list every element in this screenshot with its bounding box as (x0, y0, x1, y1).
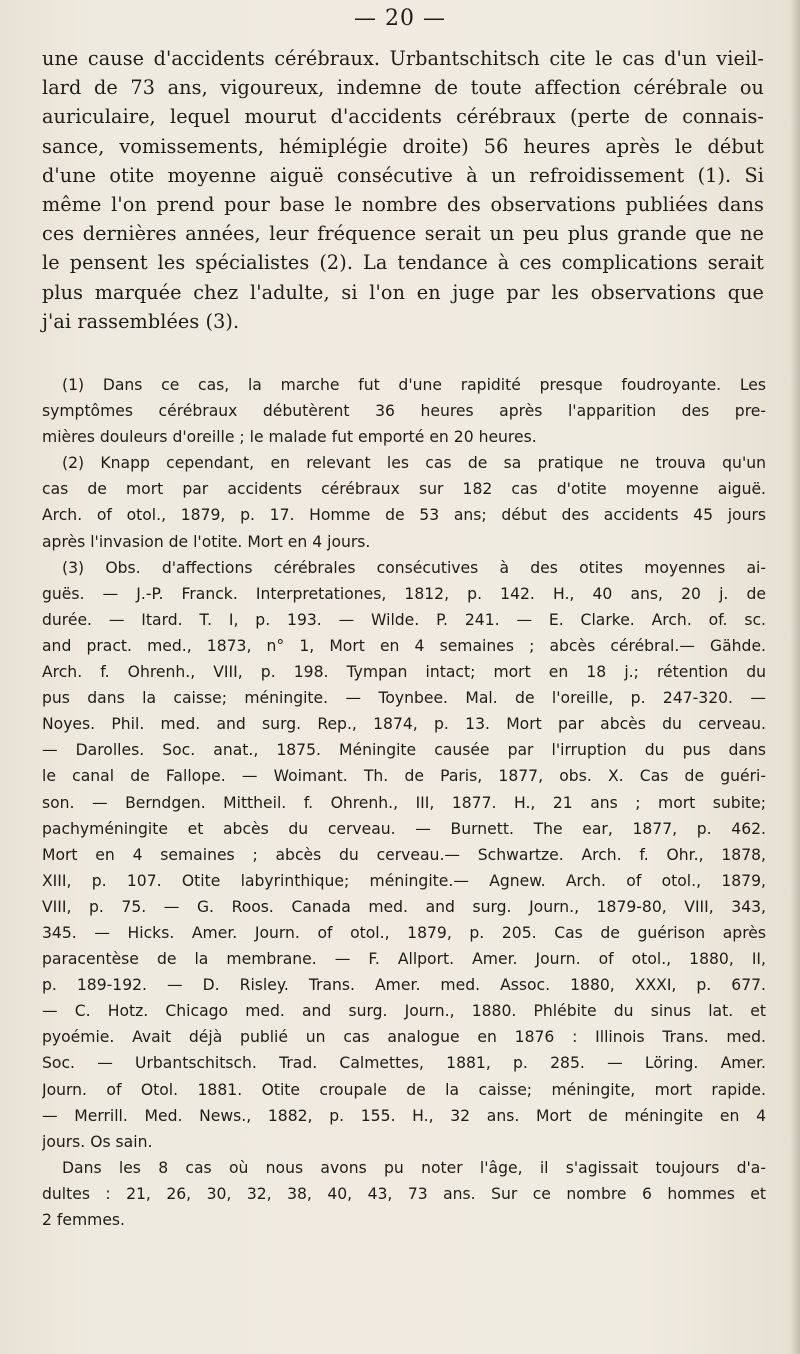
main-line: d'une otite moyenne aiguë consécutive à un refroidissement (1). Si (42, 163, 764, 187)
main-line: une cause d'accidents cérébraux. Urbantschitsch cite le cas d'un vieil- (42, 47, 764, 70)
page-number: — 20 — (354, 6, 446, 31)
footnote-line: Arch. f. Ohrenh., VIII, p. 198. Tympan intact; mort en 18 j.; rétention du (42, 663, 766, 682)
footnote-line: pachyméningite et abcès du cerveau. — Burnett. The ear, 1877, p. 462. (42, 819, 766, 838)
footnote-line: son. — Berndgen. Mittheil. f. Ohrenh., III, 1877. H., 21 ans ; mort subite; (42, 793, 766, 812)
footnote-line: paracentèse de la membrane. — F. Allport. Amer. Journ. of otol., 1880, II, (42, 950, 766, 969)
main-line: même l'on prend pour base le nombre des observations publiées dans (42, 192, 764, 216)
main-line: auriculaire, lequel mourut d'accidents cérébraux (perte de connais- (42, 105, 764, 129)
main-paragraph (42, 44, 764, 336)
footnote-line: Journ. of Otol. 1881. Otite croupale de la caisse; méningite, mort rapide. (42, 1080, 766, 1099)
footnote-line: p. 189-192. — D. Risley. Trans. Amer. med. Assoc. 1880, XXXI, p. 677. (42, 976, 766, 995)
footnote-line: Noyes. Phil. med. and surg. Rep., 1874, p. 13. Mort par abcès du cerveau. (42, 715, 766, 734)
main-line: sance, vomissements, hémiplégie droite) 56 heures après le début (42, 134, 764, 158)
footnote-line: Soc. — Urbantschitsch. Trad. Calmettes, 1881, p. 285. — Löring. Amer. (42, 1054, 766, 1073)
footnote-line: — C. Hotz. Chicago med. and surg. Journ., 1880. Phlébite du sinus lat. et (42, 1002, 766, 1021)
footnote-line: symptômes cérébraux débutèrent 36 heures après l'apparition des pre- (42, 402, 766, 421)
footnote-line: 2 femmes. (42, 1211, 126, 1229)
footnote-line: — Darolles. Soc. anat., 1875. Méningite causée par l'irruption du pus dans (42, 741, 766, 760)
footnote-line: (1) Dans ce cas, la marche fut d'une rapidité presque foudroyante. Les (62, 376, 766, 394)
footnote-line: après l'invasion de l'otite. Mort en 4 jours. (42, 532, 371, 551)
footnote-line: pyoémie. Avait déjà publié un cas analogue en 1876 : Illinois Trans. med. (42, 1028, 766, 1047)
footnote-line: (3) Obs. d'affections cérébrales consécutives à des otites moyennes ai- (62, 558, 766, 577)
main-line: j'ai rassemblées (3). (42, 309, 240, 333)
footnote-line: XIII, p. 107. Otite labyrinthique; méningite.— Agnew. Arch. of otol., 1879, (42, 871, 766, 890)
footnote-line: 345. — Hicks. Amer. Journ. of otol., 1879, p. 205. Cas de guérison après (42, 923, 766, 942)
footnote-line: cas de mort par accidents cérébraux sur 182 cas d'otite moyenne aiguë. (42, 480, 766, 499)
main-line: le pensent les spécialistes (2). La tendance à ces complications serait (42, 251, 764, 275)
footnote-line: Dans les 8 cas où nous avons pu noter l'âge, il s'agissait toujours d'a- (62, 1158, 766, 1177)
footnote-line: durée. — Itard. T. I, p. 193. — Wilde. P. 241. — E. Clarke. Arch. of. sc. (42, 610, 766, 629)
footnote-line: mières douleurs d'oreille ; le malade fut emporté en 20 heures. (42, 428, 537, 447)
footnote-line: dultes : 21, 26, 30, 32, 38, 40, 43, 73 ans. Sur ce nombre 6 hommes et (42, 1184, 766, 1203)
footnote-line: and pract. med., 1873, n° 1, Mort en 4 semaines ; abcès cérébral.— Gähde. (42, 636, 766, 655)
main-line: lard de 73 ans, vigoureux, indemne de toute affection cérébrale ou (42, 76, 764, 100)
main-line: ces dernières années, leur fréquence serait un peu plus grande que ne (42, 222, 764, 246)
footnote-line: jours. Os sain. (42, 1132, 153, 1151)
footnote-line: Mort en 4 semaines ; abcès du cerveau.— Schwartze. Arch. f. Ohr., 1878, (42, 845, 766, 864)
footnote-line: VIII, p. 75. — G. Roos. Canada med. and surg. Journ., 1879-80, VIII, 343, (42, 897, 766, 916)
main-line: plus marquée chez l'adulte, si l'on en juge par les observations que (42, 280, 764, 304)
footnote-line: Arch. of otol., 1879, p. 17. Homme de 53 ans; début des accidents 45 jours (42, 506, 766, 525)
footnote-line: pus dans la caisse; méningite. — Toynbee. Mal. de l'oreille, p. 247-320. — (42, 689, 766, 708)
footnote-line: guës. — J.-P. Franck. Interpretationes, 1812, p. 142. H., 40 ans, 20 j. de (42, 584, 766, 603)
footnote-line: — Merrill. Med. News., 1882, p. 155. H., 32 ans. Mort de méningite en 4 (42, 1106, 766, 1125)
footnotes (42, 372, 766, 1233)
footnote-line: (2) Knapp cependant, en relevant les cas de sa pratique ne trouva qu'un (62, 454, 766, 473)
page-edge-shadow (790, 0, 800, 1354)
footnote-line: le canal de Fallope. — Woimant. Th. de Paris, 1877, obs. X. Cas de guéri- (42, 767, 766, 786)
